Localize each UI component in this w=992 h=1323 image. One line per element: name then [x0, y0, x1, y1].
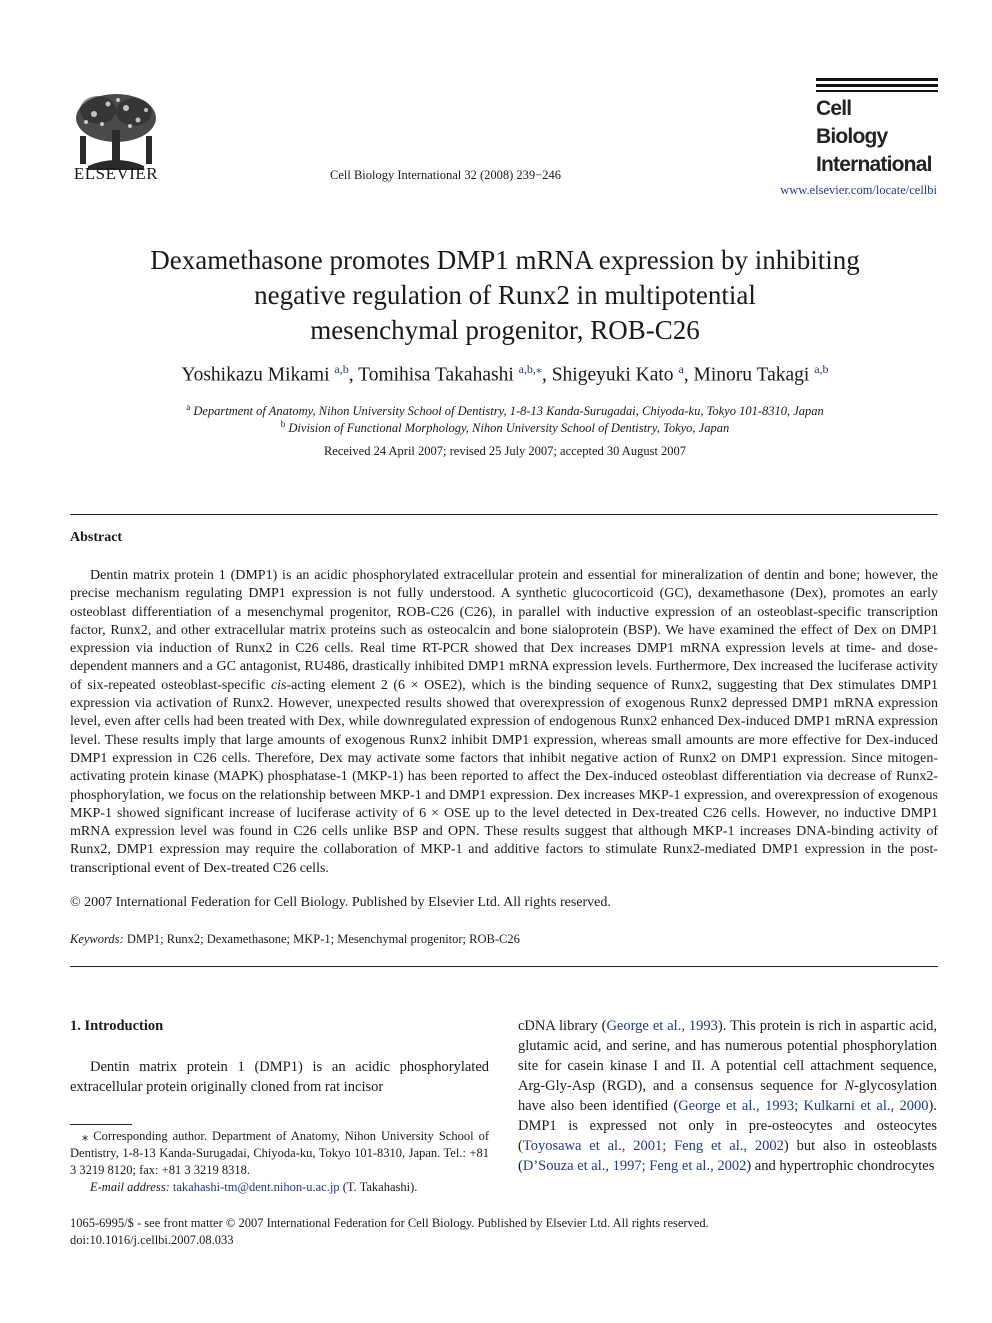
- intro-text-1: cDNA library (: [518, 1018, 607, 1034]
- affiliation-mark: a: [186, 402, 191, 412]
- author-name: Minoru Takagi: [693, 364, 810, 386]
- email-label: E-mail address:: [90, 1180, 170, 1194]
- email-suffix: (T. Takahashi).: [339, 1180, 418, 1194]
- corresponding-author-footnote: [70, 1128, 489, 1179]
- journal-logo: [816, 78, 938, 176]
- journal-logo-line-1: Cell: [816, 97, 852, 120]
- doi-line: doi:10.1016/j.cellbi.2007.08.033: [70, 1233, 234, 1247]
- affiliation-mark: b: [280, 419, 286, 429]
- author-affiliation-mark[interactable]: a,b: [334, 362, 349, 376]
- author-affiliation-mark[interactable]: a,b: [814, 362, 829, 376]
- keywords-label: Keywords:: [70, 932, 124, 946]
- affiliation-b: [60, 419, 950, 436]
- email-link[interactable]: takahashi-tm@dent.nihon-u.ac.jp: [172, 1180, 340, 1194]
- title-line-2: negative regulation of Runx2 in multipotential: [254, 280, 756, 310]
- intro-text-6: ) and hypertrophic chondrocytes: [746, 1158, 935, 1174]
- intro-text-2: ). This protein is rich in aspartic acid, glutamic acid, and serine, and has numerous potential phosphorylation site for casein kinase I and II. A potential cell attachment sequence, Arg-Gly-Asp (RGD), and a consensus sequence for: [518, 1018, 938, 1094]
- intro-text-4: ). DMP1 is expressed not only in pre-osteocytes and osteocytes (: [518, 1098, 937, 1154]
- journal-logo-line-2: Biology: [816, 125, 888, 148]
- received-dates: Received 24 April 2007; revised 25 July 2007; accepted 30 August 2007: [323, 444, 687, 458]
- title-line-1: Dexamethasone promotes DMP1 mRNA expression by inhibiting: [150, 245, 860, 275]
- publisher-name: ELSEVIER: [73, 164, 159, 183]
- abstract-part-1: Dentin matrix protein 1 (DMP1) is an acidic phosphorylated extracellular protein and essential for mineralization of dentin and bone; however, the precise mechanism regulating DMP1 expression is not fully understood. A synthetic glucocorticoid (GC), dexamethasone (Dex), promotes an early osteoblast differentiation of a mesenchymal progenitor, ROB-C26 (C26), in parallel with inductive expression of an osteoblast-specific transcription factor, Runx2, and other extracellular matrix proteins such as osteocalcin and bone sialoprotein (BSP). We have examined the effect of Dex on DMP1 expression via induction of Runx2 in C26 cells. Real time RT-PCR showed that Dex increases DMP1 mRNA expression levels at time- and dose-dependent manners and a GC antagonist, RU486, drastically inhibited DMP1 mRNA expression levels. Furthermore, Dex increased the luciferase activity of six-repeated osteoblast-specific: [70, 568, 938, 693]
- reference-link[interactable]: D’Souza et al., 1997; Feng et al., 2002: [522, 1158, 747, 1174]
- divider-top: [70, 514, 938, 515]
- author-separator: ,: [348, 364, 359, 386]
- author-list: [60, 362, 950, 387]
- footnote-rule: [70, 1124, 132, 1125]
- section-heading-introduction: 1. Introduction: [70, 1018, 164, 1034]
- author-affiliation-mark[interactable]: a: [678, 362, 684, 376]
- abstract-part-2: -acting element 2 (6 × OSE2), which is the binding sequence of Runx2, suggesting that Dex stimulates DMP1 expression via activation of Runx2. However, unexpected results showed that overexpression of exogenous Runx2 depressed DMP1 mRNA expression level, even after cells had been treated with Dex, while downregulated expression of endogenous Runx2 enhanced Dex-induced DMP1 mRNA expression level. These results imply that large amounts of exogenous Runx2 inhibit DMP1 expression, whereas small amounts are more effective for Dex-induced DMP1 expression in C26 cells. Therefore, Dex may activate some factors that inhibit negative action of Runx2 on DMP1 expression. Since mitogen-activating protein kinase (MAPK) phosphatase-1 (MKP-1) has been reported to affect the Dex-induced osteoblast differentiation via decrease of Runx2-phosphorylation, we focus on the relationship between MKP-1 and DMP1 expression. Dex increases MKP-1 expression, and overexpression of exogenous MKP-1 showed significant increase of luciferase activity of 6 × OSE up to the level detected in Dex-treated C26 cells. However, no inductive DMP1 mRNA expression level was found in C26 cells unlike BSP and OPN. These results suggest that although MKP-1 increases DNA-binding activity of Runx2, DMP1 expression may require the collaboration of MKP-1 and additive factors to stimulate Runx2-mediated DMP1 expression in the post-transcriptional event of Dex-treated C26 cells.: [70, 677, 938, 876]
- intro-text-3: -glycosylation have also been identified (: [518, 1078, 937, 1114]
- journal-url-link[interactable]: www.elsevier.com/locate/cellbi: [780, 183, 937, 197]
- paper-title: [100, 243, 910, 348]
- intro-text-5: ) but also in osteoblasts (: [518, 1138, 937, 1174]
- journal-logo-line-3: International: [816, 153, 932, 176]
- author-affiliation-mark[interactable]: a,b,⁎: [518, 362, 542, 376]
- author-name: Yoshikazu Mikami: [181, 364, 330, 386]
- reference-link[interactable]: George et al., 1993: [606, 1018, 718, 1034]
- author-separator: ,: [683, 364, 694, 386]
- affiliation-text: Division of Functional Morphology, Nihon University School of Dentistry, Tokyo, Japan: [288, 421, 730, 436]
- abstract-text: [70, 567, 938, 878]
- reference-link[interactable]: George et al., 1993; Kulkarni et al., 2000: [678, 1098, 929, 1114]
- reference-link[interactable]: Toyosawa et al., 2001; Feng et al., 2002: [522, 1138, 784, 1154]
- title-line-3: mesenchymal progenitor, ROB-C26: [310, 315, 700, 345]
- keywords-text: DMP1; Runx2; Dexamethasone; MKP-1; Mesenchymal progenitor; ROB-C26: [126, 932, 520, 946]
- intro-left-paragraph: Dentin matrix protein 1 (DMP1) is an acidic phosphorylated extracellular protein originally cloned from rat incisor: [70, 1059, 489, 1095]
- journal-citation: Cell Biology International 32 (2008) 239−246: [330, 168, 561, 182]
- author-name: Shigeyuki Kato: [551, 364, 674, 386]
- intro-italic: N: [844, 1078, 855, 1094]
- front-matter: [70, 1215, 709, 1249]
- author-name: Tomihisa Takahashi: [358, 364, 514, 386]
- affiliation-a: [60, 402, 950, 419]
- abstract-heading: Abstract: [70, 530, 123, 545]
- intro-right-paragraph: [518, 1016, 937, 1176]
- author-separator: ,: [541, 364, 552, 386]
- divider-bottom: [70, 966, 938, 967]
- email-footnote: [70, 1179, 489, 1196]
- keywords: [70, 932, 520, 947]
- issn-line: 1065-6995/$ - see front matter © 2007 International Federation for Cell Biology. Published by Elsevier Ltd. All rights reserved.: [70, 1216, 709, 1230]
- abstract-copyright: © 2007 International Federation for Cell Biology. Published by Elsevier Ltd. All rights reserved.: [70, 895, 611, 910]
- footnote-text: ⁎ Corresponding author. Department of Anatomy, Nihon University School of Dentistry, 1-8-13 Kanda-Surugadai, Chiyoda-ku, Tokyo 101-8310, Japan. Tel.: +81 3 3219 8120; fax: +81 3 3219 8318.: [70, 1129, 489, 1177]
- affiliation-text: Department of Anatomy, Nihon University School of Dentistry, 1-8-13 Kanda-Surugadai, Chiyoda-ku, Tokyo 101-8310, Japan: [193, 404, 824, 419]
- abstract-italic: cis: [270, 677, 287, 693]
